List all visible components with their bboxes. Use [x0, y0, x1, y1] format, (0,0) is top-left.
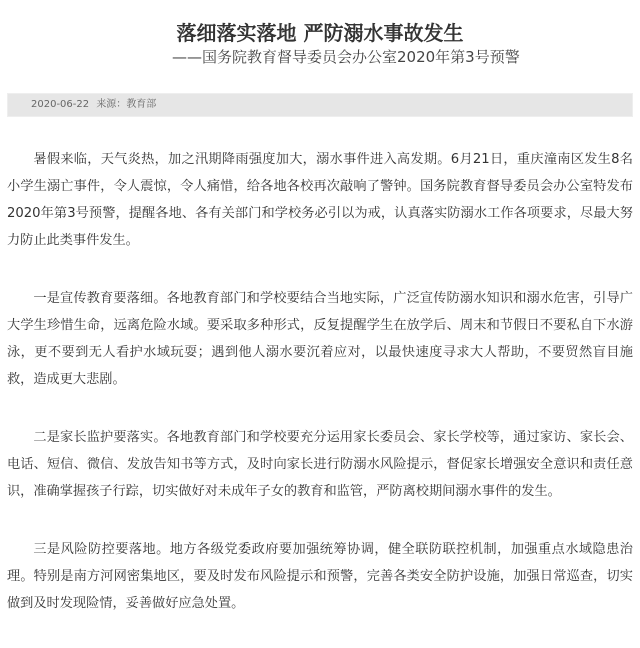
- article-meta-bar: [7, 93, 633, 117]
- paragraph-point-3: 三是风险防控要落地。地方各级党委政府要加强统筹协调，健全联防联控机制，加强重点水域隐患治理。特别是南方河网密集地区，要及时发布风险提示和预警，完善各类安全防护设施，加强日常巡查，切实做到及时发现险情，妥善做好应急处置。: [7, 542, 633, 611]
- article-title: 落细落实落地 严防溺水事故发生: [176, 21, 464, 45]
- publish-date: 2020-06-22: [31, 99, 90, 110]
- paragraph-point-1: 一是宣传教育要落细。各地教育部门和学校要结合当地实际，广泛宣传防溺水知识和溺水危害，引导广大学生珍惜生命，远离危险水域。要采取多种形式，反复提醒学生在放学后、周末和节假日不要私自下水游泳，更不要到无人看护水域玩耍；遇到他人溺水要沉着应对，以最快速度寻求大人帮助，不要贸然盲目施救，造成更大悲剧。: [7, 291, 633, 387]
- article-subtitle: ——国务院教育督导委员会办公室2020年第3号预警: [172, 48, 520, 66]
- article-body: [7, 146, 633, 648]
- source-name: 教育部: [126, 99, 157, 110]
- source-label: 来源：: [96, 99, 127, 110]
- paragraph-intro: 暑假来临，天气炎热，加之汛期降雨强度加大，溺水事件进入高发期。6月21日，重庆潼南区发生8名小学生溺亡事件，令人震惊，令人痛惜，给各地各校再次敲响了警钟。国务院教育督导委员会办公室特发布2020年第3号预警，提醒各地、各有关部门和学校务必引以为戒，认真落实防溺水工作各项要求，尽最大努力防止此类事件发生。: [7, 152, 633, 248]
- paragraph-point-2: 二是家长监护要落实。各地教育部门和学校要充分运用家长委员会、家长学校等，通过家访、家长会、电话、短信、微信、发放告知书等方式，及时向家长进行防溺水风险提示，督促家长增强安全意识和责任意识，准确掌握孩子行踪，切实做好对未成年子女的教育和监管，严防离校期间溺水事件的发生。: [7, 430, 633, 499]
